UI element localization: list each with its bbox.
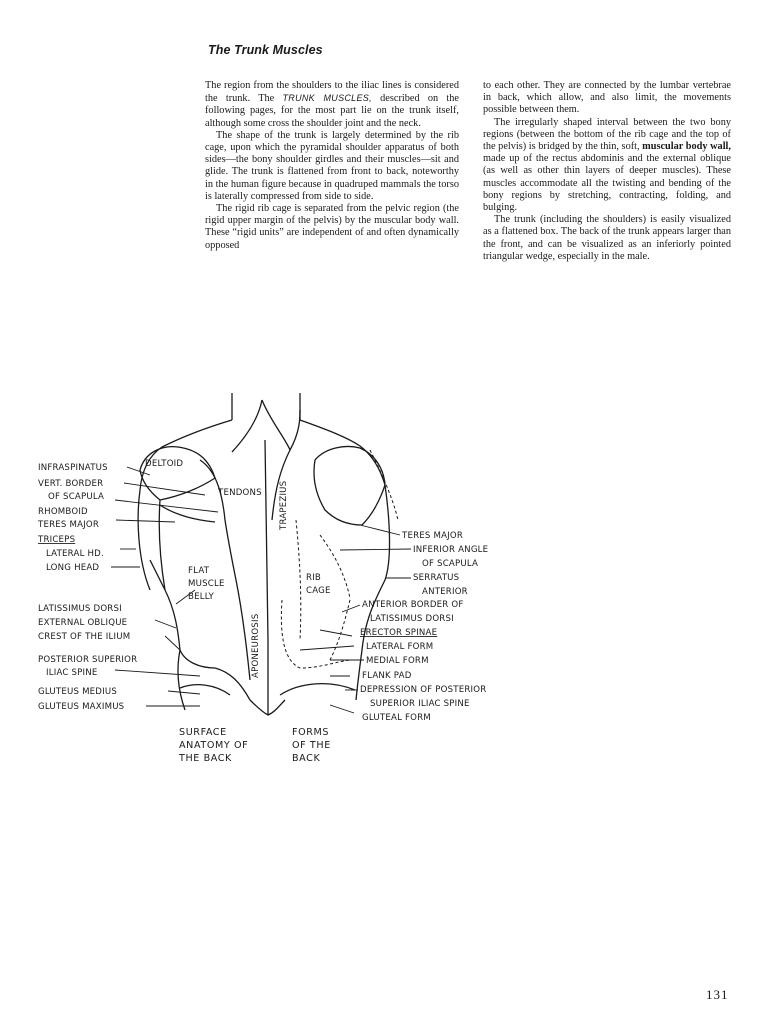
label-trapezius: TRAPEZIUS [279, 480, 289, 530]
label-of-scapula-right: OF SCAPULA [422, 559, 479, 569]
caption-the-back: THE BACK [179, 753, 232, 764]
caption-of-the: OF THE [292, 740, 331, 751]
label-superior-iliac-spine: SUPERIOR ILIAC SPINE [370, 699, 470, 709]
label-lateral-form: LATERAL FORM [366, 642, 434, 652]
label-crest-of-ilium: CREST OF THE ILIUM [38, 632, 131, 642]
label-vert-border: VERT. BORDER [38, 479, 104, 489]
label-latissimus-dorsi: LATISSIMUS DORSI [38, 604, 122, 614]
label-external-oblique: EXTERNAL OBLIQUE [38, 618, 128, 628]
label-gluteus-medius: GLUTEUS MEDIUS [38, 687, 118, 697]
label-lateral-hd: LATERAL HD. [46, 549, 104, 559]
label-long-head: LONG HEAD [46, 563, 100, 573]
label-rib: RIB [306, 573, 322, 583]
caption-anatomy-of: ANATOMY OF [179, 740, 249, 751]
label-latissimus-dorsi-right: LATISSIMUS DORSI [370, 614, 454, 624]
label-rhomboid: RHOMBOID [38, 507, 88, 517]
label-iliac-spine: ILIAC SPINE [46, 668, 98, 678]
text-column-left [205, 80, 459, 252]
label-infraspinatus: INFRASPINATUS [38, 463, 108, 473]
label-triceps: TRICEPS [38, 535, 76, 545]
paragraph: to each other. They are connected by the lumbar vertebrae in back, which allow, and also limit, the movements possible between them. [483, 80, 731, 116]
label-tendons: TENDONS [218, 488, 262, 498]
label-anterior: ANTERIOR [422, 587, 468, 597]
paragraph: The irregularly shaped interval between the two bony regions (between the bottom of the rib cage and the top of the pelvis) is bridged by the thin, soft, muscular body wall, made up of the rectus abdominis and the external oblique (as well as other thin layers of deeper muscles). These muscles accommodate all the twisting and bending of the bony regions by stretching, contracting, folding, and bulging. [483, 116, 731, 214]
page-number: 131 [706, 987, 729, 1002]
label-posterior-superior: POSTERIOR SUPERIOR [38, 655, 138, 665]
paragraph: The region from the shoulders to the iliac lines is considered the trunk. The TRUNK MUSCLES, described on the following pages, for the most part lie on the trunk itself, although some cross the shoulder joint and the neck. [205, 80, 459, 129]
text-column-right [483, 80, 731, 263]
label-of-scapula: OF SCAPULA [48, 492, 105, 502]
label-gluteus-maximus: GLUTEUS MAXIMUS [38, 702, 125, 712]
label-cage: CAGE [306, 586, 331, 596]
paragraph: The shape of the trunk is largely determined by the rib cage, upon which the pyramidal shoulder apparatus of both sides—the bony shoulder girdles and their muscles—sit and glide. The trunk is flattened from front to back, noteworthy in the human figure because in quadruped mammals the torso is laterally compressed from side to side. [205, 129, 459, 202]
label-teres-major-right: TERES MAJOR [402, 531, 464, 541]
label-flank-pad: FLANK PAD [362, 671, 412, 681]
label-gluteal-form: GLUTEAL FORM [362, 713, 431, 723]
label-deltoid: DELTOID [145, 459, 184, 469]
label-aponeurosis: APONEUROSIS [251, 613, 261, 678]
label-serratus: SERRATUS [413, 573, 460, 583]
paragraph: The trunk (including the shoulders) is easily visualized as a flattened box. The back of the trunk appears larger than the front, and can be visualized as an inferiorly pointed triangular wedge, especially in the male. [483, 214, 731, 262]
label-erector-spinae: ERECTOR SPINAE [360, 628, 438, 638]
label-muscle: MUSCLE [188, 579, 225, 589]
caption-forms: FORMS [292, 727, 330, 738]
torso-drawing [138, 393, 398, 715]
paragraph: The rigid rib cage is separated from the pelvic region (the rigid upper margin of the pelvis) by the muscular body wall. These “rigid units” are independent of and often dynamically opposed [205, 203, 459, 251]
caption-surface: SURFACE [179, 727, 227, 738]
page-title: The Trunk Muscles [208, 43, 323, 57]
label-teres-major: TERES MAJOR [38, 520, 100, 530]
label-inferior-angle: INFERIOR ANGLE [413, 545, 489, 555]
back-anatomy-figure [0, 380, 768, 780]
label-depression-of-posterior: DEPRESSION OF POSTERIOR [360, 685, 487, 695]
label-medial-form: MEDIAL FORM [366, 656, 429, 666]
label-flat: FLAT [188, 566, 210, 576]
label-belly: BELLY [188, 592, 215, 602]
label-anterior-border-of: ANTERIOR BORDER OF [362, 600, 464, 610]
caption-back: BACK [292, 753, 321, 764]
